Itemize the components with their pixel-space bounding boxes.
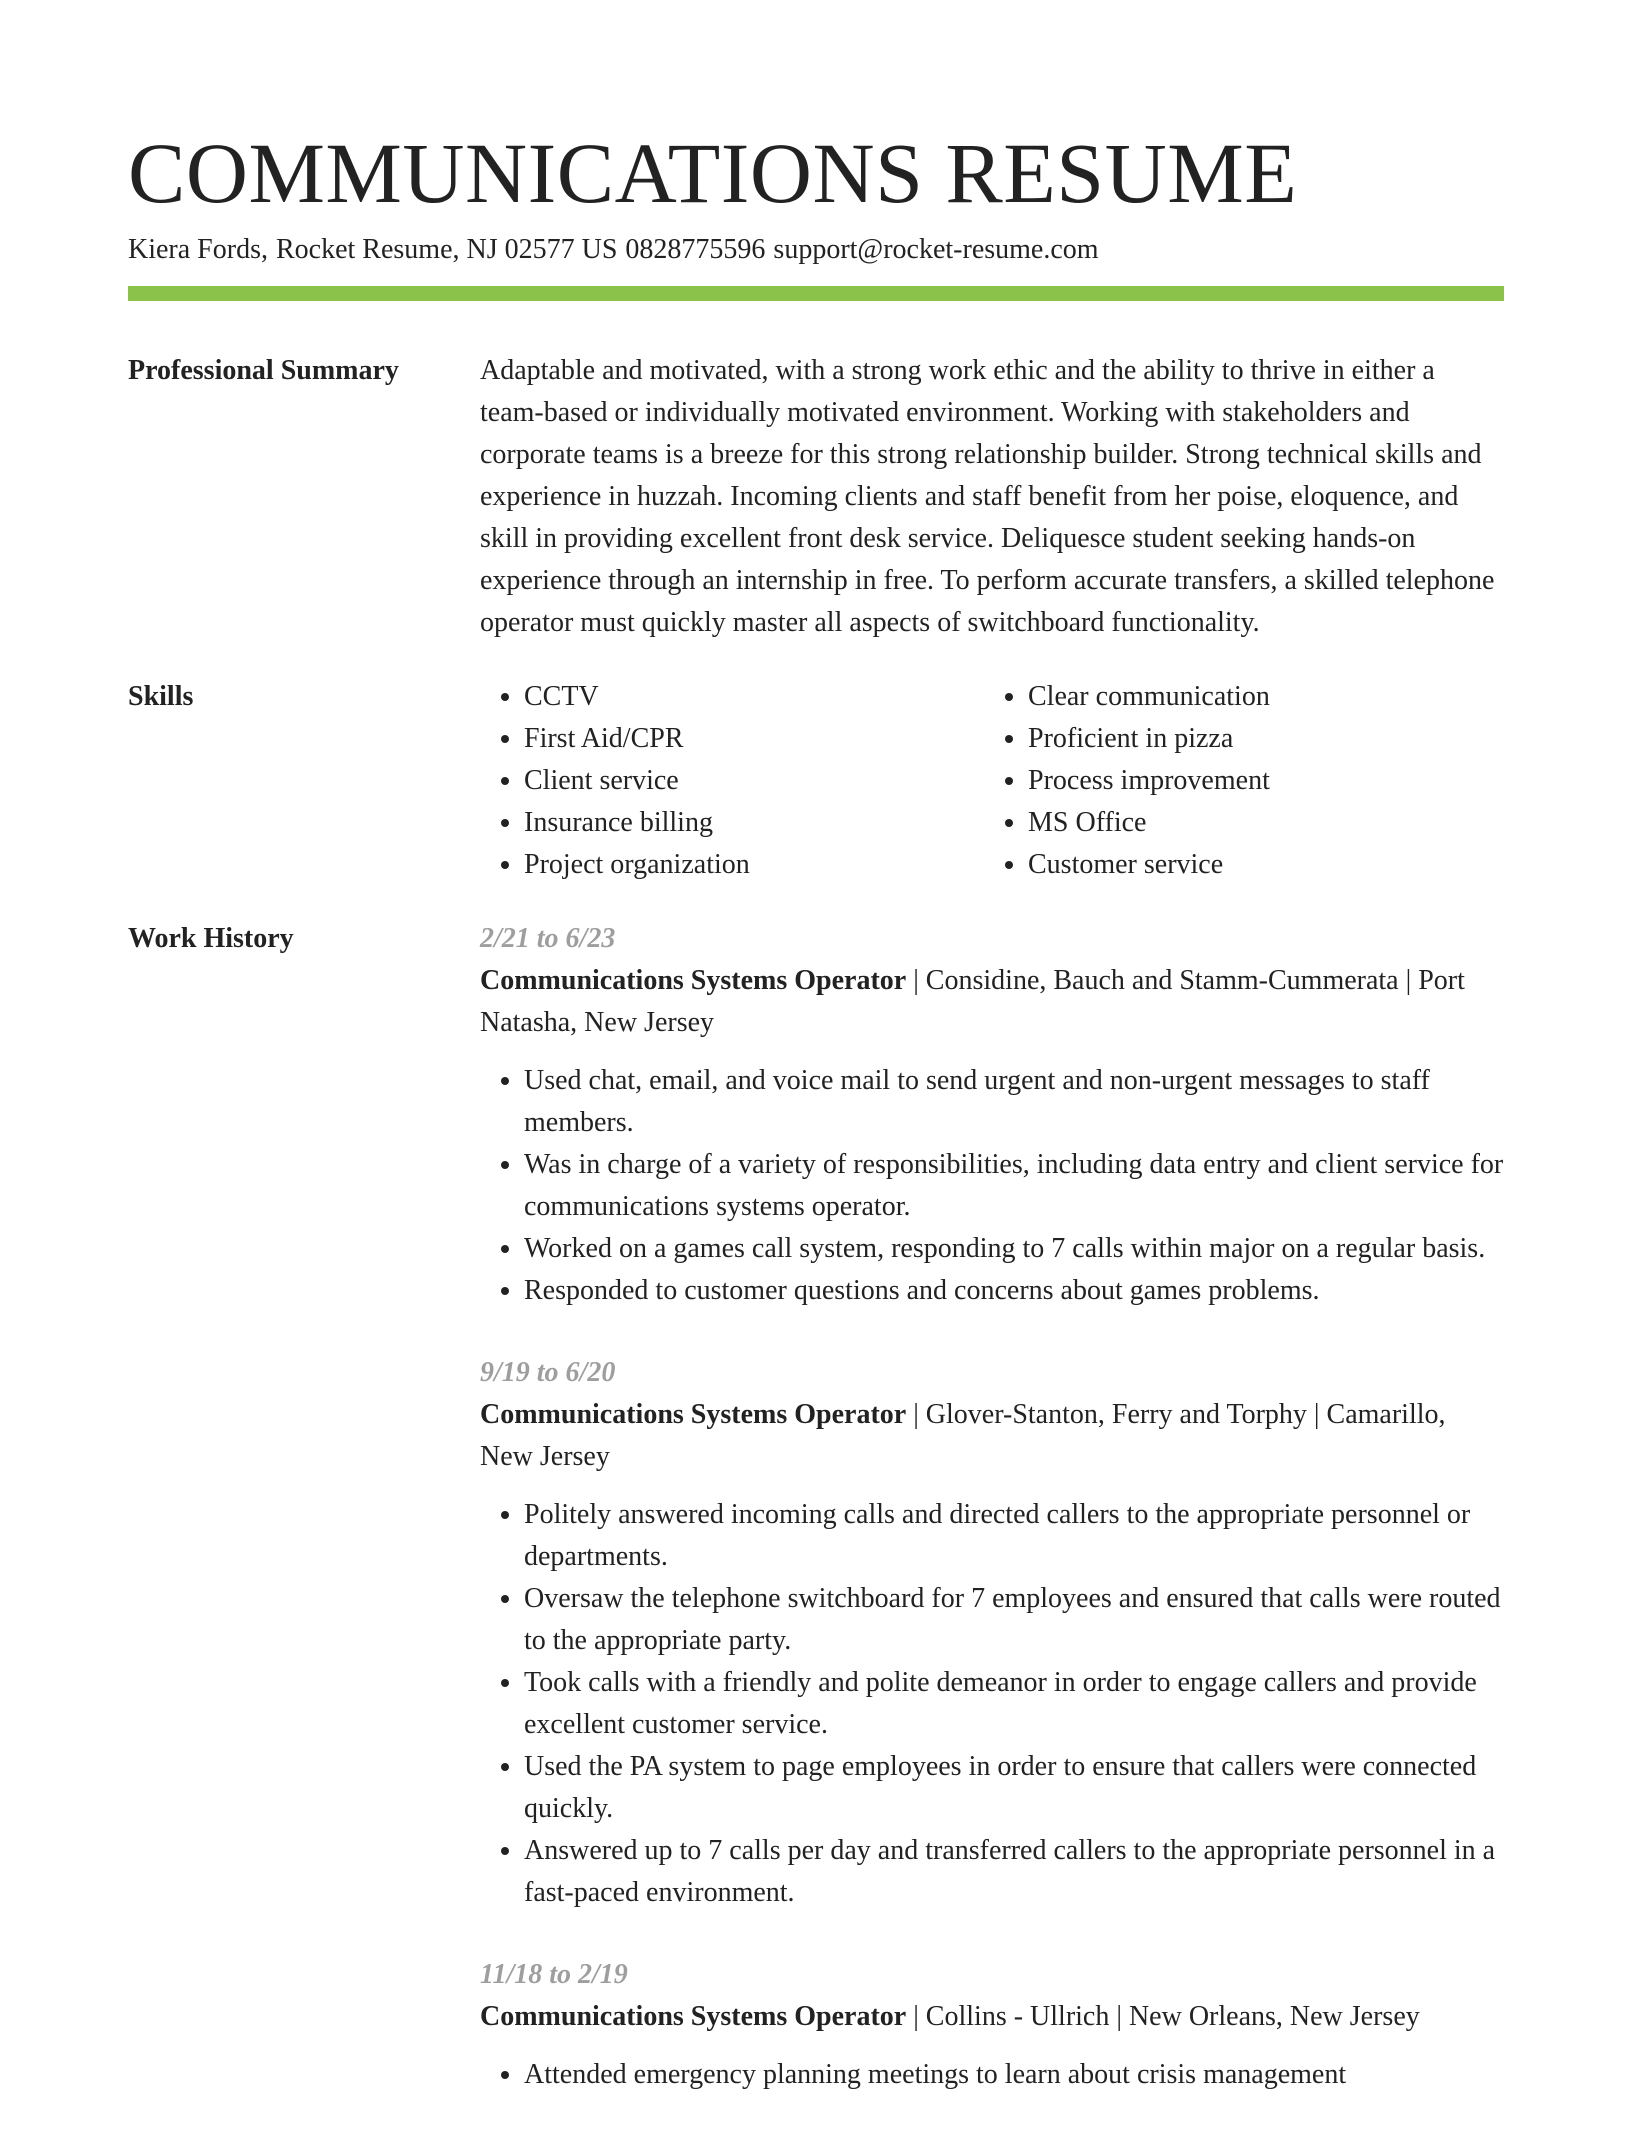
skill-item: • Project organization [524, 844, 984, 886]
skills-label: Skills [128, 681, 194, 712]
contact-line [128, 230, 1099, 270]
contact-location: Rocket Resume, NJ 02577 US [275, 234, 618, 265]
job-dates: 2/21 to 6/23 [480, 923, 616, 954]
work-history-label: Work History [128, 923, 294, 954]
job-bullet: • Oversaw the telephone switchboard for 7 employees and ensured that calls were routed to the appropriate party. [524, 1578, 1504, 1662]
skill-item: • Process improvement [1028, 760, 1488, 802]
job-details: | Collins - Ullrich | New Orleans, New Jersey [906, 2001, 1420, 2032]
skill-item: • Customer service [1028, 844, 1488, 886]
skill-item: • Client service [524, 760, 984, 802]
job-heading [480, 1996, 1504, 2038]
job-heading [480, 1394, 1504, 1478]
contact-phone: 0828775596 [625, 234, 766, 265]
summary-label: Professional Summary [128, 355, 399, 386]
work-history-body [480, 918, 1504, 2136]
skills-column-right [984, 676, 1488, 886]
job-entry [480, 918, 1504, 1312]
job-bullet: • Responded to customer questions and concerns about games problems. [524, 1270, 1504, 1312]
job-dates: 9/19 to 6/20 [480, 1357, 616, 1388]
job-bullet: • Worked on a games call system, responding to 7 calls within major on a regular basis. [524, 1228, 1504, 1270]
skill-item: • Proficient in pizza [1028, 718, 1488, 760]
job-bullet: • Took calls with a friendly and polite demeanor in order to engage callers and provide excellent customer service. [524, 1662, 1504, 1746]
skill-item: • Insurance billing [524, 802, 984, 844]
summary-body [480, 350, 1504, 644]
job-bullet: • Used the PA system to page employees in order to ensure that callers were connected quickly. [524, 1746, 1504, 1830]
job-bullets [480, 1494, 1504, 1914]
job-title: Communications Systems Operator [480, 2001, 907, 2032]
skills-body [480, 676, 1504, 886]
skill-item: • First Aid/CPR [524, 718, 984, 760]
job-title: Communications Systems Operator [480, 965, 907, 996]
job-bullets [480, 2054, 1504, 2096]
job-details: | Considine, Bauch and Stamm-Cummerata | Port Natasha, New Jersey [480, 965, 1465, 1038]
contact-email[interactable]: support@rocket-resume.com [773, 234, 1099, 265]
skills-grid [480, 676, 1504, 886]
skill-item: • MS Office [1028, 802, 1488, 844]
job-title: Communications Systems Operator [480, 1399, 907, 1430]
job-bullet: • Answered up to 7 calls per day and transferred callers to the appropriate personnel in a fast-paced environment. [524, 1830, 1504, 1914]
job-bullets [480, 1060, 1504, 1312]
job-entry [480, 1954, 1504, 2096]
skill-item: • Clear communication [1028, 676, 1488, 718]
job-bullet: • Used chat, email, and voice mail to send urgent and non-urgent messages to staff members. [524, 1060, 1504, 1144]
skills-column-left [480, 676, 984, 886]
job-heading [480, 960, 1504, 1044]
job-dates: 11/18 to 2/19 [480, 1959, 628, 1990]
resume-title: COMMUNICATIONS RESUME [128, 125, 1298, 221]
job-bullet: • Politely answered incoming calls and directed callers to the appropriate personnel or departments. [524, 1494, 1504, 1578]
header-divider [128, 286, 1504, 301]
job-bullet: • Attended emergency planning meetings to learn about crisis management [524, 2054, 1504, 2096]
contact-name: Kiera Fords, [128, 234, 268, 265]
job-details: | Glover-Stanton, Ferry and Torphy | Camarillo, New Jersey [480, 1399, 1446, 1472]
job-entry [480, 1352, 1504, 1914]
job-bullet: • Was in charge of a variety of responsibilities, including data entry and client service for communications systems operator. [524, 1144, 1504, 1228]
skill-item: • CCTV [524, 676, 984, 718]
summary-text: Adaptable and motivated, with a strong work ethic and the ability to thrive in either a team-based or individually motivated environment. Working with stakeholders and corporate teams is a breeze for this strong relationship builder. Strong technical skills and experience in huzzah. Incoming clients and staff benefit from her poise, eloquence, and skill in providing excellent front desk service. Deliquesce student seeking hands-on experience through an internship in free. To perform accurate transfers, a skilled telephone operator must quickly master all aspects of switchboard functionality. [480, 355, 1495, 638]
